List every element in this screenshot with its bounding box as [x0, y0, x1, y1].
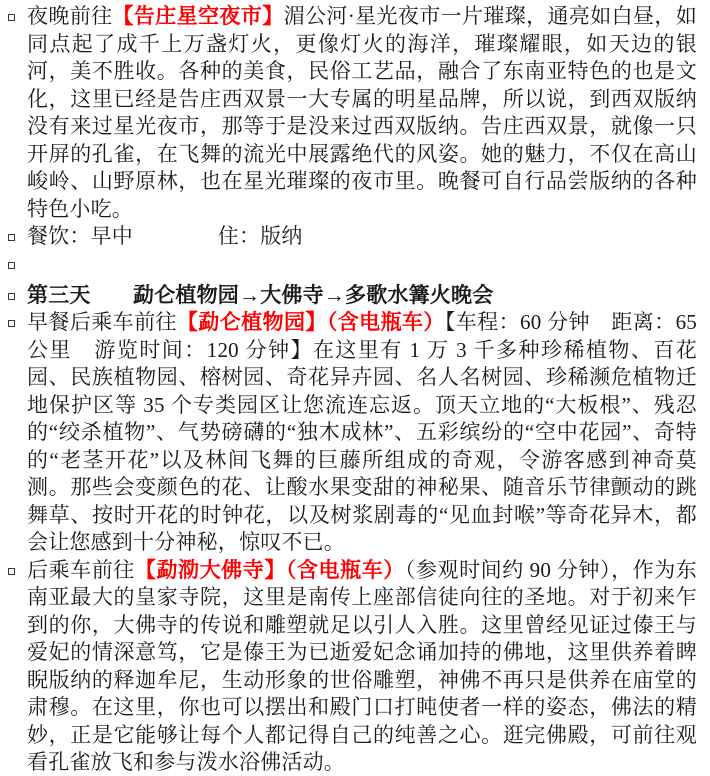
bullet-paragraph [0, 223, 710, 251]
bullet-square-icon [8, 293, 15, 300]
highlighted-text: 【告庄星空夜市】 [112, 4, 284, 28]
bullet-paragraph [0, 3, 710, 223]
bullet-square-icon [8, 14, 15, 21]
body-text: （参观时间约 90 分钟），作为东南亚最大的皇家寺院，这里是南传上座部信徒向往的圣地。对于初来乍到的你，大佛寺的传说和雕塑就足以引人入胜。这里曾经见证过傣王与爱妃的情深意笃，它是傣王为已逝爱妃念诵加持的佛地，这里供养着睥睨版纳的释迦牟尼，生动形象的世俗雕塑，神佛不再只是供养在庙堂的肃穆。在这里，你也可以摆出和殿门口打盹使者一样的姿态，佛法的精妙，正是它能够让每个人都记得自己的纯善之心。逛完佛殿，可前往观看孔雀放飞和参与泼水浴佛活动。 [27, 557, 697, 774]
bullet-square-icon [8, 568, 15, 575]
paragraph-text [27, 557, 697, 776]
bullet-square-icon [8, 320, 15, 327]
document-content[interactable] [0, 3, 710, 776]
paragraph-text [27, 309, 697, 557]
body-text: 湄公河·星光夜市一片璀璨，通亮如白昼，如同点起了成千上万盏灯火，更像灯火的海洋，璀璨耀眼，如天边的银河，美不胜收。各种的美食，民俗工艺品，融合了东南亚特色的也是文化，这里已经是告庄西双景一大专属的明星品牌，所以说，到西双版纳没有来过星光夜市，那等于是没来过西双版纳。告庄西双景，就像一只开屏的孔雀，在飞舞的流光中展露绝代的风姿。她的魅力，不仅在高山峻岭、山野原林，也在星光璀璨的夜市里。晚餐可自行品尝版纳的各种特色小吃。 [27, 4, 697, 221]
paragraph-text [27, 223, 697, 251]
body-text: 夜晚前往 [27, 4, 113, 28]
day-heading [0, 282, 710, 310]
bullet-square-icon [8, 262, 15, 269]
body-text: 后乘车前往 [27, 557, 135, 582]
bullet-square-icon [8, 234, 15, 241]
bullet-paragraph [0, 557, 710, 776]
body-text: 第三天 勐仑植物园→大佛寺→多歌水篝火晚会 [27, 282, 494, 307]
paragraph-text [27, 282, 697, 310]
paragraph-text [27, 3, 697, 223]
empty-bullet-line [0, 251, 710, 282]
body-text: 餐饮：早中 住：版纳 [27, 224, 303, 248]
bullet-paragraph [0, 309, 710, 557]
highlighted-text: 【勐泐大佛寺】（含电瓶车） [134, 557, 405, 582]
body-text: 早餐后乘车前往 [27, 310, 177, 334]
highlighted-text: 【勐仑植物园】（含电瓶车） [176, 310, 445, 334]
body-text: 【车程：60 分钟 距离：65 公里 游览时间：120 分钟】在这里有 1 万 3 千多种珍稀植物、百花园、民族植物园、榕树园、奇花异卉园、名人名树园、珍稀濒危植物迁地保护区等 35 个专类园区让您流连忘返。顶天立地的“大板根”、残忍的“绞杀植物”、气势磅礴的“独木成林”、五彩缤纷的“空中花园”、奇特的“老茎开花”以及林间飞舞的巨藤所组成的奇观，令游客感到神奇莫测。那些会变颜色的花、让酸水果变甜的神秘果、随音乐节律颤动的跳舞草、按时开花的时钟花，以及树浆剧毒的“见血封喉”等奇花异木，都会让您感到十分神秘，惊叹不已。 [27, 310, 697, 554]
